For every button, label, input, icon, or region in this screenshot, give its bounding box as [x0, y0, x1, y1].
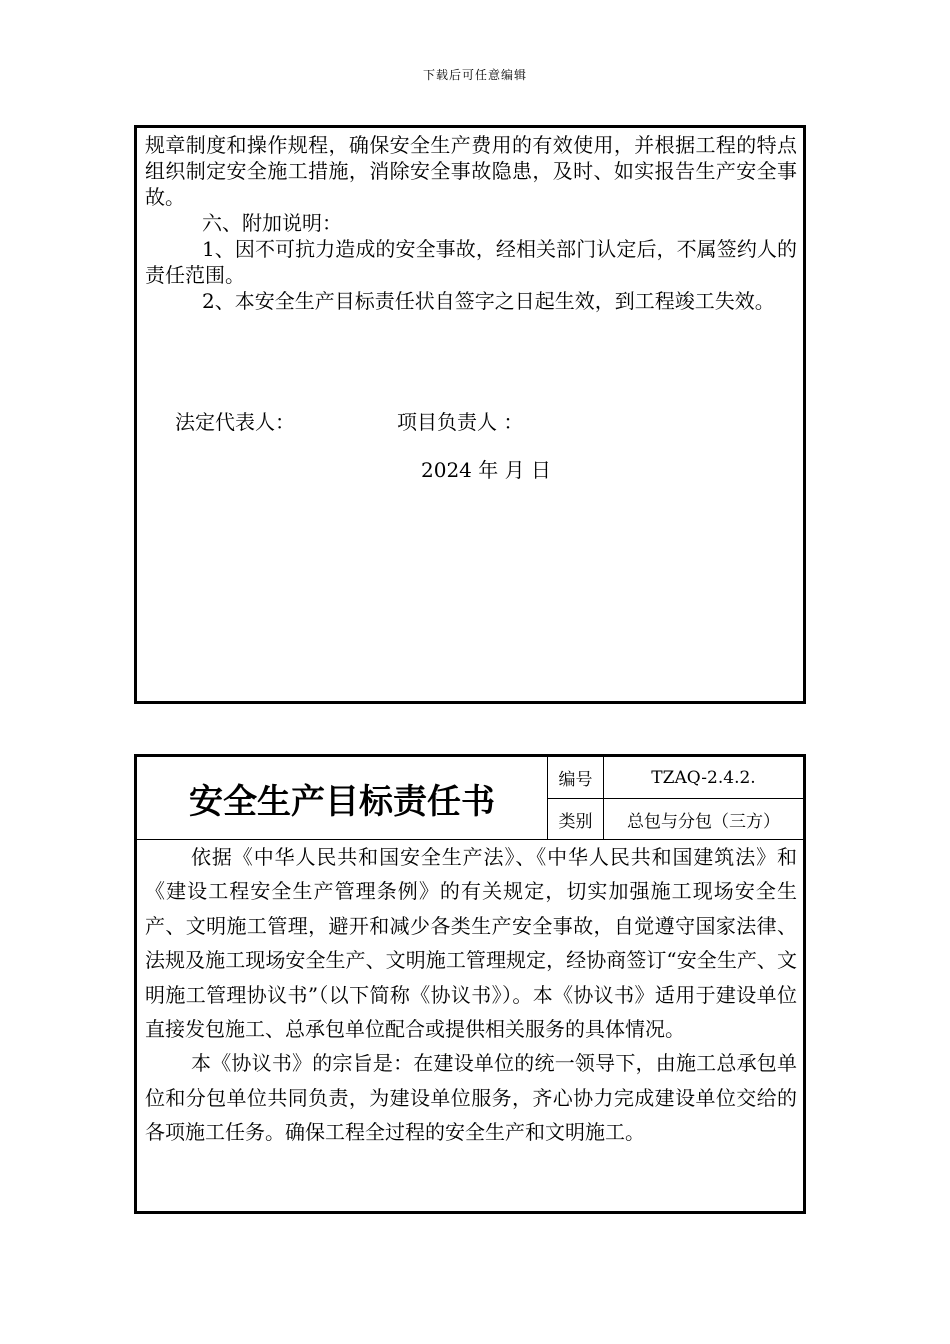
header-note: 下载后可任意编辑 — [422, 68, 527, 82]
date-line: 2024 年 月 日 — [421, 458, 551, 482]
paragraph: 规章制度和操作规程，确保安全生产费用的有效使用，并根据工程的特点组织制定安全施工措施，消除安全事故隐患，及时、如实报告生产安全事故。 — [145, 133, 797, 209]
paragraph: 1、因不可抗力造成的安全事故，经相关部门认定后，不属签约人的责任范围。 — [145, 237, 797, 287]
paragraph: 依据《中华人民共和国安全生产法》、《中华人民共和国建筑法》和《建设工程安全生产管理条例》的有关规定，切实加强施工现场安全生产、文明施工管理，避开和减少各类生产安全事故，自觉遵守国家法律、法规及施工现场安全生产、文明施工管理规定，经协商签订“安全生产、文明施工管理协议书”（以下简称《协议书》）。本《协议书》适用于建设单位直接发包施工、总承包单位配合或提供相关服务的具体情况。 — [145, 845, 797, 1042]
page1-content-box — [134, 125, 806, 704]
category-label: 类别 — [548, 799, 604, 840]
code-label: 编号 — [548, 757, 604, 799]
category-value: 总包与分包（三方） — [604, 799, 803, 840]
code-value: TZAQ-2.4.2. — [604, 757, 803, 799]
form-body — [145, 840, 797, 1150]
page1-text — [145, 132, 797, 314]
project-lead-label: 项目负责人 ： — [397, 410, 524, 434]
form-title: 安全生产目标责任书 — [137, 757, 548, 840]
paragraph: 六、附加说明： — [202, 211, 342, 235]
responsibility-form — [134, 754, 806, 1214]
paragraph: 2、本安全生产目标责任状自签字之日起生效，到工程竣工失效。 — [202, 289, 775, 313]
paragraph: 本《协议书》的宗旨是：在建设单位的统一领导下，由施工总承包单位和分包单位共同负责，为建设单位服务，齐心协力完成建设单位交给的各项施工任务。确保工程全过程的安全生产和文明施工。 — [145, 1051, 797, 1145]
legal-rep-label: 法定代表人： — [175, 410, 295, 434]
